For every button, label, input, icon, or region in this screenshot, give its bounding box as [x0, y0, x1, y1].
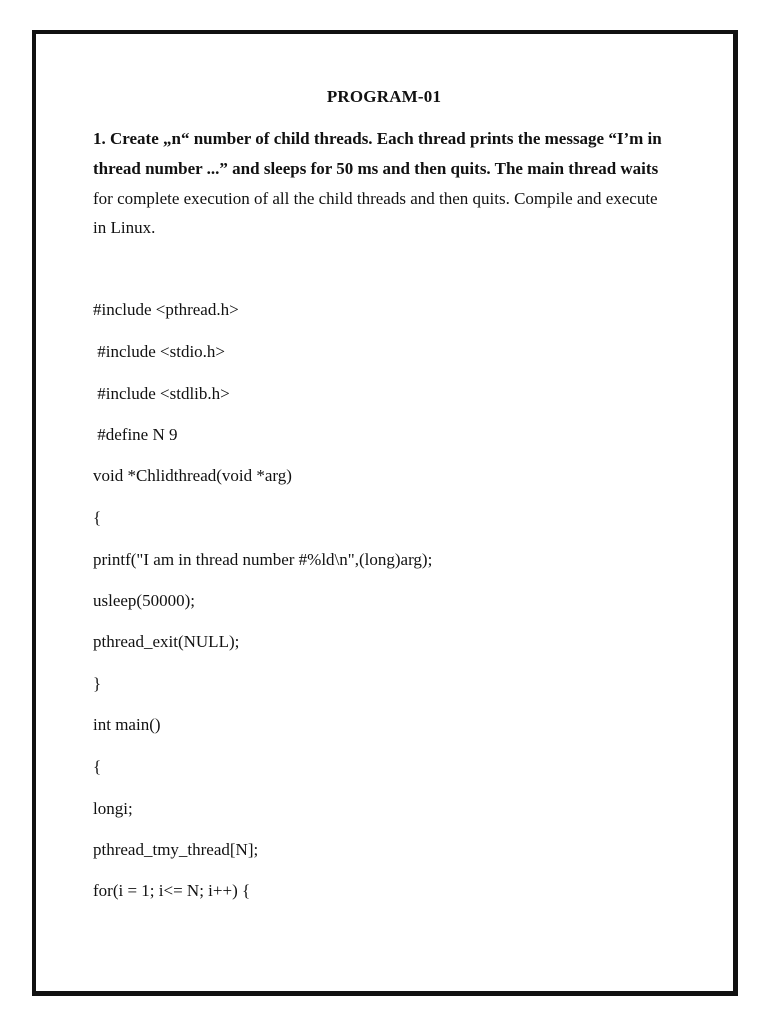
code-line: #include <stdlib.h> — [93, 384, 230, 403]
question-text — [93, 124, 673, 243]
code-line: pthread_tmy_thread[N]; — [93, 840, 259, 859]
program-title: PROGRAM-01 — [326, 87, 442, 106]
code-line: { — [93, 757, 102, 776]
code-line: } — [93, 674, 102, 693]
code-line: void *Chlidthread(void *arg) — [93, 466, 292, 485]
code-line: { — [93, 508, 102, 527]
code-line: longi; — [93, 799, 133, 818]
code-line: pthread_exit(NULL); — [93, 632, 240, 651]
page-border-shadow-right — [733, 34, 734, 991]
question-bold-part: 1. Create „n“ number of child threads. Each thread prints the message “I’m in thread number ...” and sleeps for 50 ms and then quits. The main thread waits — [93, 129, 662, 178]
code-line: int main() — [93, 715, 161, 734]
code-line: #include <stdio.h> — [93, 342, 226, 361]
code-line: printf("I am in thread number #%ld\n",(long)arg); — [93, 550, 433, 569]
question-normal-part: for complete execution of all the child threads and then quits. Compile and execute in Linux. — [93, 188, 658, 238]
code-line: for(i = 1; i<= N; i++) { — [93, 881, 251, 900]
code-line: #define N 9 — [93, 425, 178, 444]
code-line: usleep(50000); — [93, 591, 195, 610]
code-line: #include <pthread.h> — [93, 300, 239, 319]
page-border-shadow-bottom — [36, 991, 734, 992]
